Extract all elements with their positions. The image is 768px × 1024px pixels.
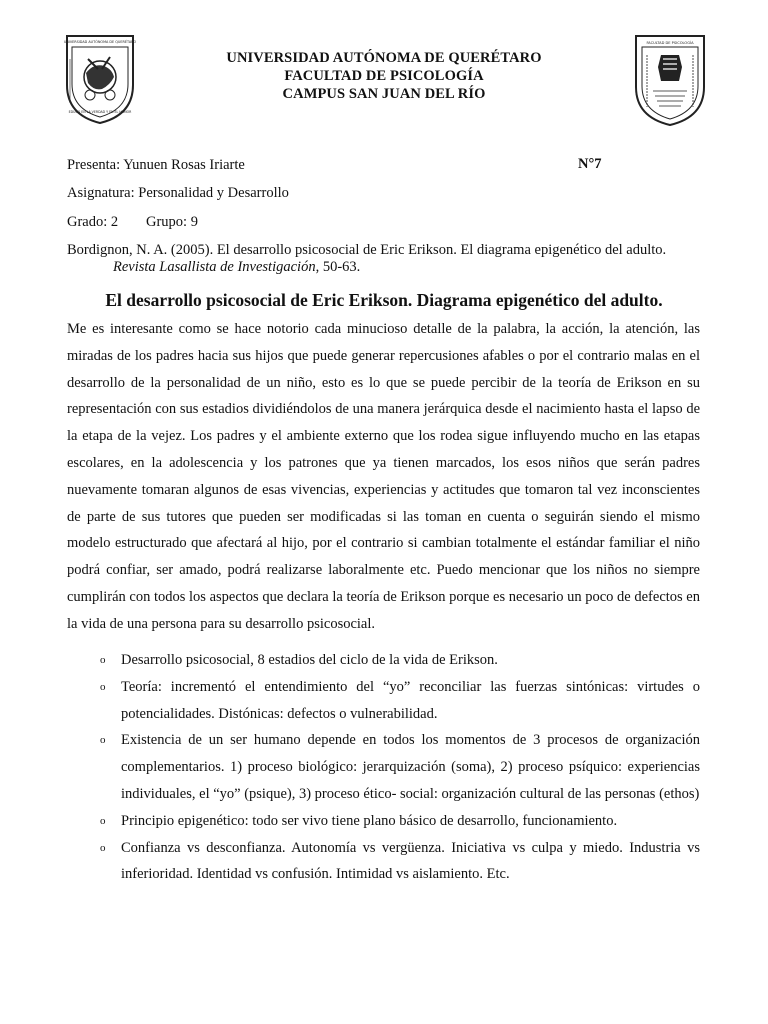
grade-line: Grado: 2 [67, 214, 119, 230]
university-seal-icon [64, 33, 136, 125]
document-number: N°7 [578, 156, 602, 172]
faculty-name: FACULTAD DE PSICOLOGÍA [284, 68, 484, 84]
reference-source [113, 259, 360, 276]
key-points-list [67, 647, 700, 888]
body-paragraph: Me es interesante como se hace notorio cada minucioso detalle de la palabra, la acción, la atención, las miradas de los padres hacia sus hijos que puede generar repercusiones afables o por el contrario malas en el desarrollo de la personalidad de un niño, esto es lo que se puede percibir de la teoría de Erikson en su representación con sus estadios dividiéndolos de una manera jerárquica desde el nacimiento hasta el lapso de la etapa de la vejez. Los padres y el ambiente externo que los rodea sigue influyendo mucho en las etapas escolares, en la adolescencia y los patrones que ya tienen marcados, los esos niños que serán padres nuevamente tomaran algunos de esas vivencias, experiencias y actitudes que tomaron tal vez inconscientes de parte de sus tutores que pueden ser modificadas si las toman en cuenta o seguirán siendo el mismo modelo estructurado que afectará al hijo, por el contrario si cambian totalmente el estándar familiar el niño podrá confiar, ser amado, podrá realizarse laboralmente etc. Puedo mencionar que los niños no siempre cumplirán con todos los aspectos que declara la teoría de Erikson porque es necesario un poco de defectos en la vida de una persona para su desarrollo psicosocial. [67, 321, 700, 632]
faculty-of-psychology-shield-icon [633, 33, 707, 127]
campus-name: CAMPUS SAN JUAN DEL RÍO [282, 86, 486, 102]
list-item: o Desarrollo psicosocial, 8 estadios del ciclo de la vida de Erikson. [67, 647, 700, 674]
bullet-marker: o [100, 814, 106, 827]
svg-text:EDUCO EN LA VERDAD Y EN EL HON: EDUCO EN LA VERDAD Y EN EL HONOR [68, 110, 132, 114]
reference-line: Bordignon, N. A. (2005). El desarrollo psicosocial de Eric Erikson. El diagrama epigenético del adulto. [67, 242, 667, 258]
presenter-line: Presenta: Yunuen Rosas Iriarte [67, 157, 245, 173]
reference-pages: , 50-63. [315, 259, 361, 275]
university-name: UNIVERSIDAD AUTÓNOMA DE QUERÉTARO [226, 50, 542, 66]
reference-journal: Revista Lasallista de Investigación [113, 259, 316, 275]
bullet-marker: o [100, 841, 106, 854]
institution-header [160, 49, 608, 103]
list-item: o Teoría: incrementó el entendimiento del “yo” reconciliar las fuerzas sintónicas: virtudes o potencialidades. Distónicas: defectos o vulnerabilidad. [67, 674, 700, 728]
bullet-marker: o [100, 654, 106, 666]
list-item: o Existencia de un ser humano depende en todos los momentos de 3 procesos de organización complementarios. 1) proceso biológico: jerarquización (soma), 2) proceso psíquico: experiencias individuales, el “yo” (psique), 3) proceso ético- social: organización cultural de las personas (ethos) [67, 727, 700, 807]
list-item: o Confianza vs desconfianza. Autonomía vs vergüenza. Iniciativa vs culpa y miedo. Industria vs inferioridad. Identidad vs confusión. Intimidad vs aislamiento. Etc. [67, 835, 700, 889]
group-line: Grupo: 9 [146, 214, 198, 230]
subject-line: Asignatura: Personalidad y Desarrollo [67, 185, 289, 201]
bullet-marker: o [100, 680, 106, 693]
document-title: El desarrollo psicosocial de Eric Erikson. Diagrama epigenético del adulto. [105, 290, 663, 310]
bullet-marker: o [100, 734, 106, 747]
list-item: o Principio epigenético: todo ser vivo tiene plano básico de desarrollo, funcionamiento. [67, 808, 700, 835]
svg-text:FACULTAD DE PSICOLOGÍA: FACULTAD DE PSICOLOGÍA [646, 41, 694, 45]
svg-text:UNIVERSIDAD AUTÓNOMA DE QUERÉT: UNIVERSIDAD AUTÓNOMA DE QUERÉTARO [64, 40, 136, 44]
